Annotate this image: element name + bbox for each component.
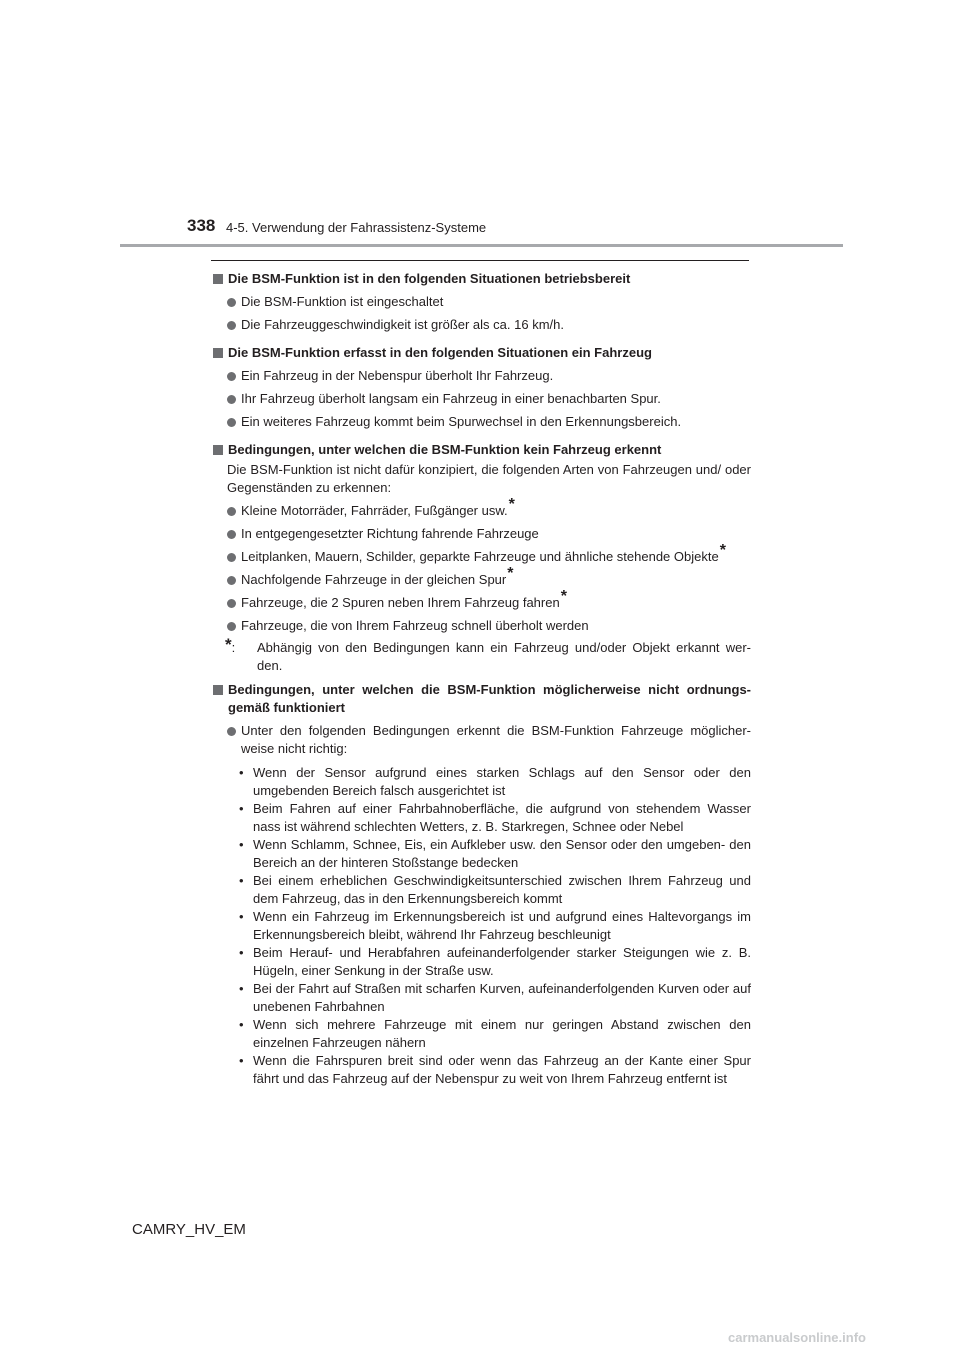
page-number: 338 bbox=[187, 216, 216, 235]
list-item: Die BSM-Funktion ist eingeschaltet bbox=[227, 293, 751, 311]
sub-item: • Wenn Schlamm, Schnee, Eis, ein Aufkleber usw. den Sensor oder den umgeben- den Bereich an der hinteren Stoßstange bedecken bbox=[239, 837, 751, 870]
sub-item: • Beim Fahren auf einer Fahrbahnoberfläche, die aufgrund von stehendem Wasser nass ist während schlechten Wetters, z. B. Starkregen, Schnee oder Nebel bbox=[239, 801, 751, 834]
circle-bullet-icon bbox=[227, 507, 236, 516]
circle-bullet-icon bbox=[227, 622, 236, 631]
circle-bullet-icon bbox=[227, 418, 236, 427]
sub-item: • Wenn die Fahrspuren breit sind oder wenn das Fahrzeug an der Kante einer Spur fährt und das Fahrzeug auf der Nebenspur zu weit von Ihrem Fahrzeug entfernt ist bbox=[239, 1053, 751, 1086]
circle-bullet-icon bbox=[227, 727, 236, 736]
circle-bullet-icon bbox=[227, 298, 236, 307]
circle-bullet-icon bbox=[227, 321, 236, 330]
sub-item: • Beim Herauf- und Herabfahren aufeinanderfolgender starker Steigungen wie z. B. Hügeln, einer Senkung in der Straße usw. bbox=[239, 945, 751, 978]
condition-sublist bbox=[239, 764, 751, 1088]
sub-item: • Wenn sich mehrere Fahrzeuge mit einem nur geringen Abstand zwischen den einzelnen Fahrzeugen nähern bbox=[239, 1017, 751, 1050]
square-bullet-icon bbox=[213, 445, 223, 455]
circle-bullet-icon bbox=[227, 395, 236, 404]
square-bullet-icon bbox=[213, 348, 223, 358]
content-top-rule bbox=[211, 260, 749, 261]
list-item: Unter den folgenden Bedingungen erkennt die BSM-Funktion Fahrzeuge möglicher- weise nicht richtig: bbox=[227, 722, 751, 758]
footnote bbox=[225, 635, 751, 675]
sub-item: • Bei einem erheblichen Geschwindigkeitsunterschied zwischen Ihrem Fahrzeug und dem Fahrzeug, das in den Erkennungsbereich kommt bbox=[239, 873, 751, 906]
section-intro: Die BSM-Funktion ist nicht dafür konzipiert, die folgenden Arten von Fahrzeugen und/ oder Gegenständen zu erkennen: bbox=[227, 462, 751, 495]
footnote-asterisk: * bbox=[508, 496, 515, 513]
sub-item: • Wenn der Sensor aufgrund eines starken Schlags auf den Sensor oder den umgebenden Bereich falsch ausgerichtet ist bbox=[239, 765, 751, 798]
list-item: Kleine Motorräder, Fahrräder, Fußgänger usw.* bbox=[227, 502, 751, 520]
circle-bullet-icon bbox=[227, 576, 236, 585]
footnote-text: Abhängig von den Bedingungen kann ein Fahrzeug und/oder Objekt erkannt wer- den. bbox=[257, 640, 751, 673]
model-code: CAMRY_HV_EM bbox=[132, 1221, 246, 1238]
section-title: 4-5. Verwendung der Fahrassistenz-Systeme bbox=[226, 220, 487, 235]
section-heading: Bedingungen, unter welchen die BSM-Funktion kein Fahrzeug erkennt bbox=[211, 441, 751, 459]
section-heading: Bedingungen, unter welchen die BSM-Funktion möglicherweise nicht ordnungs- gemäß funktioniert bbox=[211, 681, 751, 717]
square-bullet-icon bbox=[213, 685, 223, 695]
list-item: Fahrzeuge, die 2 Spuren neben Ihrem Fahrzeug fahren* bbox=[227, 594, 751, 612]
list-item: Die Fahrzeuggeschwindigkeit ist größer als ca. 16 km/h. bbox=[227, 316, 751, 334]
circle-bullet-icon bbox=[227, 530, 236, 539]
watermark: carmanualsonline.info bbox=[728, 1330, 866, 1345]
footnote-colon: : bbox=[231, 640, 236, 655]
footnote-asterisk: * bbox=[507, 565, 514, 582]
list-item: Fahrzeuge, die von Ihrem Fahrzeug schnell überholt werden bbox=[227, 617, 751, 635]
page-content bbox=[211, 266, 751, 1088]
circle-bullet-icon bbox=[227, 372, 236, 381]
header-divider bbox=[120, 244, 843, 247]
list-item: Ein Fahrzeug in der Nebenspur überholt Ihr Fahrzeug. bbox=[227, 367, 751, 385]
circle-bullet-icon bbox=[227, 553, 236, 562]
sub-item: • Bei der Fahrt auf Straßen mit scharfen Kurven, aufeinanderfolgenden Kurven oder auf unebenen Fahrbahnen bbox=[239, 981, 751, 1014]
list-item: Leitplanken, Mauern, Schilder, geparkte Fahrzeuge und ähnliche stehende Objekte* bbox=[227, 548, 751, 566]
footnote-asterisk: * bbox=[719, 542, 726, 559]
circle-bullet-icon bbox=[227, 599, 236, 608]
section-heading: Die BSM-Funktion erfasst in den folgenden Situationen ein Fahrzeug bbox=[211, 344, 751, 362]
footnote-asterisk: * bbox=[225, 635, 232, 654]
sub-item: • Wenn ein Fahrzeug im Erkennungsbereich ist und aufgrund eines Haltevorgangs im Erkennungsbereich bleibt, während Ihr Fahrzeug beschleunigt bbox=[239, 909, 751, 942]
list-item: Nachfolgende Fahrzeuge in der gleichen Spur* bbox=[227, 571, 751, 589]
footnote-asterisk: * bbox=[560, 588, 567, 605]
list-item: In entgegengesetzter Richtung fahrende Fahrzeuge bbox=[227, 525, 751, 543]
page-header bbox=[0, 0, 960, 250]
square-bullet-icon bbox=[213, 274, 223, 284]
list-item: Ein weiteres Fahrzeug kommt beim Spurwechsel in den Erkennungsbereich. bbox=[227, 413, 751, 431]
section-heading: Die BSM-Funktion ist in den folgenden Situationen betriebsbereit bbox=[211, 270, 751, 288]
list-item: Ihr Fahrzeug überholt langsam ein Fahrzeug in einer benachbarten Spur. bbox=[227, 390, 751, 408]
